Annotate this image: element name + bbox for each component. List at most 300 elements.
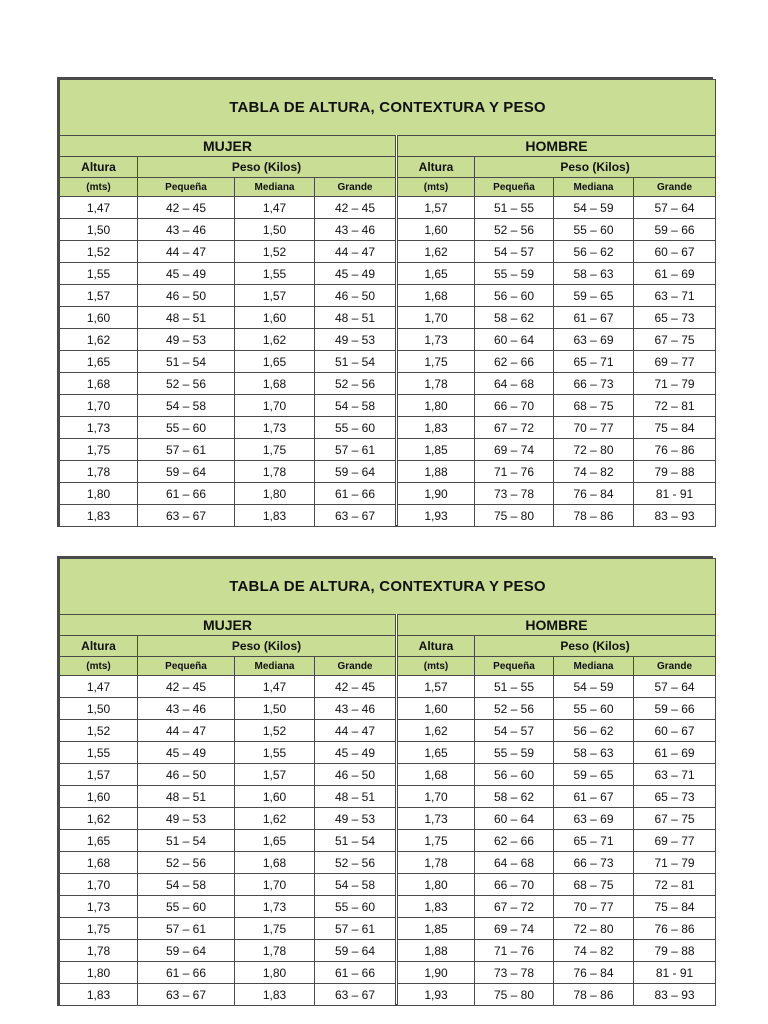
- cell-m-peq: 61 – 66: [138, 962, 235, 984]
- cell-h-med: 55 – 60: [554, 219, 634, 241]
- cell-m-peq: 59 – 64: [138, 461, 235, 483]
- cell-h-peq: 58 – 62: [475, 307, 554, 329]
- cell-m-peq: 63 – 67: [138, 505, 235, 527]
- mujer-mediana-header: Mediana: [235, 657, 315, 676]
- cell-m-gra: 43 – 46: [315, 219, 397, 241]
- cell-h-gra: 75 – 84: [634, 417, 716, 439]
- cell-m-alt: 1,73: [60, 896, 138, 918]
- cell-m-med: 1,70: [235, 395, 315, 417]
- cell-m-peq: 46 – 50: [138, 764, 235, 786]
- hombre-peso-header: Peso (Kilos): [475, 157, 716, 178]
- cell-h-peq: 52 – 56: [475, 698, 554, 720]
- cell-h-med: 63 – 69: [554, 808, 634, 830]
- table-row: [60, 241, 716, 263]
- cell-h-gra: 76 – 86: [634, 439, 716, 461]
- cell-h-gra: 60 – 67: [634, 720, 716, 742]
- hombre-mediana-header: Mediana: [554, 657, 634, 676]
- cell-m-med: 1,73: [235, 417, 315, 439]
- cell-h-med: 55 – 60: [554, 698, 634, 720]
- table-row: [60, 720, 716, 742]
- cell-m-gra: 44 – 47: [315, 241, 397, 263]
- height-weight-table-2: [57, 556, 713, 1006]
- cell-h-med: 54 – 59: [554, 676, 634, 698]
- cell-m-alt: 1,60: [60, 307, 138, 329]
- cell-m-gra: 43 – 46: [315, 698, 397, 720]
- table-row: [60, 395, 716, 417]
- cell-m-gra: 61 – 66: [315, 483, 397, 505]
- cell-h-gra: 81 - 91: [634, 483, 716, 505]
- cell-h-alt: 1,62: [397, 720, 475, 742]
- cell-h-alt: 1,75: [397, 830, 475, 852]
- cell-m-gra: 48 – 51: [315, 786, 397, 808]
- cell-m-med: 1,47: [235, 676, 315, 698]
- table-row: [60, 896, 716, 918]
- cell-m-med: 1,73: [235, 896, 315, 918]
- cell-h-peq: 66 – 70: [475, 874, 554, 896]
- cell-h-alt: 1,83: [397, 896, 475, 918]
- cell-h-peq: 69 – 74: [475, 439, 554, 461]
- table-body: [60, 676, 716, 1006]
- table-row: [60, 351, 716, 373]
- cell-h-peq: 51 – 55: [475, 197, 554, 219]
- cell-h-med: 56 – 62: [554, 241, 634, 263]
- table-row: [60, 830, 716, 852]
- table-row: [60, 984, 716, 1006]
- cell-m-alt: 1,52: [60, 241, 138, 263]
- cell-m-peq: 43 – 46: [138, 698, 235, 720]
- table-row: [60, 764, 716, 786]
- hombre-grande-header: Grande: [634, 657, 716, 676]
- cell-m-peq: 49 – 53: [138, 329, 235, 351]
- cell-m-med: 1,57: [235, 285, 315, 307]
- table-row: [60, 461, 716, 483]
- cell-m-peq: 57 – 61: [138, 439, 235, 461]
- cell-h-alt: 1,73: [397, 808, 475, 830]
- cell-m-peq: 45 – 49: [138, 742, 235, 764]
- cell-m-med: 1,55: [235, 742, 315, 764]
- cell-h-peq: 75 – 80: [475, 505, 554, 527]
- cell-m-peq: 48 – 51: [138, 307, 235, 329]
- table-row: [60, 373, 716, 395]
- table-row: [60, 263, 716, 285]
- cell-m-gra: 63 – 67: [315, 505, 397, 527]
- cell-h-peq: 67 – 72: [475, 417, 554, 439]
- cell-m-gra: 55 – 60: [315, 896, 397, 918]
- cell-h-med: 65 – 71: [554, 351, 634, 373]
- cell-h-peq: 69 – 74: [475, 918, 554, 940]
- cell-h-gra: 61 – 69: [634, 742, 716, 764]
- cell-h-med: 76 – 84: [554, 483, 634, 505]
- cell-m-alt: 1,73: [60, 417, 138, 439]
- cell-h-alt: 1,90: [397, 483, 475, 505]
- table-row: [60, 307, 716, 329]
- cell-h-med: 70 – 77: [554, 896, 634, 918]
- cell-h-alt: 1,70: [397, 786, 475, 808]
- cell-h-med: 68 – 75: [554, 395, 634, 417]
- cell-m-peq: 51 – 54: [138, 830, 235, 852]
- cell-h-alt: 1,68: [397, 285, 475, 307]
- cell-h-gra: 69 – 77: [634, 830, 716, 852]
- cell-m-peq: 42 – 45: [138, 197, 235, 219]
- cell-m-med: 1,68: [235, 852, 315, 874]
- cell-m-alt: 1,78: [60, 940, 138, 962]
- cell-m-gra: 42 – 45: [315, 197, 397, 219]
- cell-m-peq: 42 – 45: [138, 676, 235, 698]
- cell-m-peq: 49 – 53: [138, 808, 235, 830]
- cell-h-alt: 1,85: [397, 439, 475, 461]
- hombre-mediana-header: Mediana: [554, 178, 634, 197]
- cell-m-gra: 63 – 67: [315, 984, 397, 1006]
- cell-h-alt: 1,78: [397, 852, 475, 874]
- cell-h-gra: 67 – 75: [634, 808, 716, 830]
- cell-h-alt: 1,93: [397, 505, 475, 527]
- table-row: [60, 219, 716, 241]
- cell-m-alt: 1,70: [60, 874, 138, 896]
- cell-h-med: 58 – 63: [554, 742, 634, 764]
- cell-m-gra: 49 – 53: [315, 808, 397, 830]
- cell-h-gra: 79 – 88: [634, 940, 716, 962]
- cell-h-gra: 63 – 71: [634, 764, 716, 786]
- cell-m-med: 1,83: [235, 984, 315, 1006]
- cell-h-med: 78 – 86: [554, 505, 634, 527]
- cell-h-med: 74 – 82: [554, 461, 634, 483]
- cell-m-peq: 44 – 47: [138, 720, 235, 742]
- cell-h-gra: 69 – 77: [634, 351, 716, 373]
- cell-h-gra: 57 – 64: [634, 676, 716, 698]
- cell-m-alt: 1,50: [60, 219, 138, 241]
- cell-m-alt: 1,57: [60, 764, 138, 786]
- cell-m-alt: 1,78: [60, 461, 138, 483]
- cell-m-alt: 1,68: [60, 852, 138, 874]
- cell-h-gra: 65 – 73: [634, 307, 716, 329]
- cell-h-alt: 1,88: [397, 940, 475, 962]
- cell-h-gra: 60 – 67: [634, 241, 716, 263]
- cell-m-gra: 55 – 60: [315, 417, 397, 439]
- height-weight-table-1: [57, 77, 713, 527]
- mujer-altura-header: Altura: [60, 636, 138, 657]
- cell-m-gra: 44 – 47: [315, 720, 397, 742]
- cell-m-med: 1,75: [235, 918, 315, 940]
- cell-m-med: 1,62: [235, 329, 315, 351]
- hombre-mts-header: (mts): [397, 178, 475, 197]
- cell-m-gra: 57 – 61: [315, 439, 397, 461]
- cell-m-alt: 1,47: [60, 197, 138, 219]
- table-body: [60, 197, 716, 527]
- cell-h-med: 78 – 86: [554, 984, 634, 1006]
- hombre-header: HOMBRE: [397, 136, 716, 157]
- cell-h-peq: 66 – 70: [475, 395, 554, 417]
- cell-m-med: 1,78: [235, 461, 315, 483]
- cell-h-peq: 73 – 78: [475, 962, 554, 984]
- table-title: TABLA DE ALTURA, CONTEXTURA Y PESO: [60, 559, 716, 615]
- cell-m-gra: 45 – 49: [315, 742, 397, 764]
- cell-h-gra: 65 – 73: [634, 786, 716, 808]
- table-row: [60, 786, 716, 808]
- cell-h-peq: 55 – 59: [475, 742, 554, 764]
- cell-h-alt: 1,65: [397, 742, 475, 764]
- table-grid: [59, 79, 716, 527]
- mujer-mts-header: (mts): [60, 657, 138, 676]
- cell-m-alt: 1,65: [60, 351, 138, 373]
- cell-m-alt: 1,47: [60, 676, 138, 698]
- cell-h-peq: 54 – 57: [475, 720, 554, 742]
- table-title: TABLA DE ALTURA, CONTEXTURA Y PESO: [60, 80, 716, 136]
- cell-h-med: 63 – 69: [554, 329, 634, 351]
- cell-m-gra: 49 – 53: [315, 329, 397, 351]
- cell-h-alt: 1,75: [397, 351, 475, 373]
- table-row: [60, 285, 716, 307]
- table-row: [60, 329, 716, 351]
- table-row: [60, 874, 716, 896]
- cell-m-med: 1,52: [235, 720, 315, 742]
- cell-h-med: 59 – 65: [554, 285, 634, 307]
- cell-h-peq: 75 – 80: [475, 984, 554, 1006]
- cell-h-gra: 63 – 71: [634, 285, 716, 307]
- cell-h-peq: 67 – 72: [475, 896, 554, 918]
- cell-m-med: 1,78: [235, 940, 315, 962]
- cell-h-med: 59 – 65: [554, 764, 634, 786]
- table-row: [60, 505, 716, 527]
- cell-h-alt: 1,78: [397, 373, 475, 395]
- cell-h-med: 61 – 67: [554, 307, 634, 329]
- cell-m-gra: 59 – 64: [315, 461, 397, 483]
- cell-m-gra: 61 – 66: [315, 962, 397, 984]
- cell-m-med: 1,60: [235, 786, 315, 808]
- cell-h-alt: 1,93: [397, 984, 475, 1006]
- cell-h-peq: 62 – 66: [475, 351, 554, 373]
- cell-h-peq: 51 – 55: [475, 676, 554, 698]
- cell-h-gra: 83 – 93: [634, 505, 716, 527]
- cell-h-med: 65 – 71: [554, 830, 634, 852]
- cell-h-alt: 1,85: [397, 918, 475, 940]
- cell-m-gra: 45 – 49: [315, 263, 397, 285]
- mujer-pequena-header: Pequeña: [138, 178, 235, 197]
- cell-m-peq: 55 – 60: [138, 896, 235, 918]
- cell-h-peq: 73 – 78: [475, 483, 554, 505]
- table-row: [60, 852, 716, 874]
- cell-m-med: 1,62: [235, 808, 315, 830]
- cell-m-gra: 51 – 54: [315, 351, 397, 373]
- cell-m-peq: 55 – 60: [138, 417, 235, 439]
- cell-m-alt: 1,70: [60, 395, 138, 417]
- table-row: [60, 197, 716, 219]
- cell-m-gra: 48 – 51: [315, 307, 397, 329]
- cell-m-alt: 1,60: [60, 786, 138, 808]
- cell-m-gra: 42 – 45: [315, 676, 397, 698]
- mujer-pequena-header: Pequeña: [138, 657, 235, 676]
- table-row: [60, 918, 716, 940]
- cell-m-alt: 1,52: [60, 720, 138, 742]
- cell-h-med: 58 – 63: [554, 263, 634, 285]
- cell-h-gra: 67 – 75: [634, 329, 716, 351]
- cell-m-peq: 44 – 47: [138, 241, 235, 263]
- cell-h-peq: 52 – 56: [475, 219, 554, 241]
- cell-m-gra: 54 – 58: [315, 395, 397, 417]
- cell-h-gra: 81 - 91: [634, 962, 716, 984]
- cell-m-peq: 46 – 50: [138, 285, 235, 307]
- cell-m-med: 1,70: [235, 874, 315, 896]
- cell-m-med: 1,50: [235, 698, 315, 720]
- cell-m-alt: 1,55: [60, 742, 138, 764]
- cell-h-gra: 61 – 69: [634, 263, 716, 285]
- mujer-mts-header: (mts): [60, 178, 138, 197]
- cell-h-alt: 1,57: [397, 197, 475, 219]
- cell-h-peq: 55 – 59: [475, 263, 554, 285]
- mujer-header: MUJER: [60, 615, 397, 636]
- table-row: [60, 439, 716, 461]
- cell-m-peq: 48 – 51: [138, 786, 235, 808]
- cell-m-med: 1,65: [235, 351, 315, 373]
- cell-h-peq: 60 – 64: [475, 808, 554, 830]
- hombre-pequena-header: Pequeña: [475, 178, 554, 197]
- cell-h-alt: 1,68: [397, 764, 475, 786]
- cell-m-med: 1,83: [235, 505, 315, 527]
- cell-h-alt: 1,90: [397, 962, 475, 984]
- cell-m-peq: 54 – 58: [138, 395, 235, 417]
- cell-h-gra: 71 – 79: [634, 373, 716, 395]
- cell-h-gra: 75 – 84: [634, 896, 716, 918]
- cell-h-alt: 1,83: [397, 417, 475, 439]
- cell-m-gra: 46 – 50: [315, 764, 397, 786]
- cell-m-alt: 1,83: [60, 505, 138, 527]
- cell-m-med: 1,55: [235, 263, 315, 285]
- cell-h-med: 70 – 77: [554, 417, 634, 439]
- cell-h-alt: 1,73: [397, 329, 475, 351]
- hombre-mts-header: (mts): [397, 657, 475, 676]
- cell-h-peq: 71 – 76: [475, 940, 554, 962]
- cell-m-gra: 57 – 61: [315, 918, 397, 940]
- mujer-grande-header: Grande: [315, 178, 397, 197]
- cell-h-peq: 54 – 57: [475, 241, 554, 263]
- cell-h-peq: 56 – 60: [475, 285, 554, 307]
- mujer-altura-header: Altura: [60, 157, 138, 178]
- cell-h-med: 76 – 84: [554, 962, 634, 984]
- cell-h-gra: 71 – 79: [634, 852, 716, 874]
- cell-m-med: 1,80: [235, 483, 315, 505]
- table-row: [60, 808, 716, 830]
- cell-h-gra: 59 – 66: [634, 219, 716, 241]
- cell-m-peq: 45 – 49: [138, 263, 235, 285]
- cell-h-peq: 64 – 68: [475, 852, 554, 874]
- cell-m-alt: 1,62: [60, 808, 138, 830]
- cell-h-alt: 1,80: [397, 874, 475, 896]
- cell-h-gra: 72 – 81: [634, 874, 716, 896]
- cell-h-alt: 1,80: [397, 395, 475, 417]
- cell-m-peq: 57 – 61: [138, 918, 235, 940]
- table-row: [60, 940, 716, 962]
- cell-h-peq: 56 – 60: [475, 764, 554, 786]
- cell-m-alt: 1,80: [60, 483, 138, 505]
- cell-m-gra: 54 – 58: [315, 874, 397, 896]
- cell-h-gra: 59 – 66: [634, 698, 716, 720]
- cell-m-med: 1,47: [235, 197, 315, 219]
- cell-m-peq: 54 – 58: [138, 874, 235, 896]
- cell-m-gra: 51 – 54: [315, 830, 397, 852]
- cell-m-alt: 1,65: [60, 830, 138, 852]
- cell-h-alt: 1,62: [397, 241, 475, 263]
- cell-m-med: 1,52: [235, 241, 315, 263]
- cell-h-gra: 72 – 81: [634, 395, 716, 417]
- cell-h-med: 61 – 67: [554, 786, 634, 808]
- hombre-header: HOMBRE: [397, 615, 716, 636]
- hombre-pequena-header: Pequeña: [475, 657, 554, 676]
- cell-m-med: 1,75: [235, 439, 315, 461]
- cell-h-med: 66 – 73: [554, 373, 634, 395]
- cell-m-alt: 1,75: [60, 439, 138, 461]
- cell-h-peq: 71 – 76: [475, 461, 554, 483]
- cell-h-gra: 57 – 64: [634, 197, 716, 219]
- cell-m-gra: 59 – 64: [315, 940, 397, 962]
- cell-m-alt: 1,57: [60, 285, 138, 307]
- cell-m-gra: 52 – 56: [315, 852, 397, 874]
- cell-m-peq: 61 – 66: [138, 483, 235, 505]
- cell-m-med: 1,50: [235, 219, 315, 241]
- cell-m-alt: 1,62: [60, 329, 138, 351]
- cell-h-med: 68 – 75: [554, 874, 634, 896]
- cell-h-med: 56 – 62: [554, 720, 634, 742]
- table-row: [60, 698, 716, 720]
- cell-m-med: 1,60: [235, 307, 315, 329]
- mujer-header: MUJER: [60, 136, 397, 157]
- hombre-altura-header: Altura: [397, 636, 475, 657]
- cell-m-alt: 1,75: [60, 918, 138, 940]
- cell-h-gra: 83 – 93: [634, 984, 716, 1006]
- mujer-mediana-header: Mediana: [235, 178, 315, 197]
- cell-m-alt: 1,55: [60, 263, 138, 285]
- cell-m-alt: 1,80: [60, 962, 138, 984]
- table-row: [60, 962, 716, 984]
- cell-m-gra: 52 – 56: [315, 373, 397, 395]
- table-row: [60, 417, 716, 439]
- mujer-grande-header: Grande: [315, 657, 397, 676]
- cell-h-med: 72 – 80: [554, 439, 634, 461]
- cell-h-peq: 60 – 64: [475, 329, 554, 351]
- cell-m-alt: 1,50: [60, 698, 138, 720]
- mujer-peso-header: Peso (Kilos): [138, 636, 397, 657]
- cell-h-alt: 1,70: [397, 307, 475, 329]
- cell-m-peq: 59 – 64: [138, 940, 235, 962]
- mujer-peso-header: Peso (Kilos): [138, 157, 397, 178]
- cell-h-alt: 1,88: [397, 461, 475, 483]
- cell-m-peq: 51 – 54: [138, 351, 235, 373]
- cell-h-med: 66 – 73: [554, 852, 634, 874]
- cell-h-peq: 64 – 68: [475, 373, 554, 395]
- hombre-peso-header: Peso (Kilos): [475, 636, 716, 657]
- cell-h-med: 54 – 59: [554, 197, 634, 219]
- cell-m-peq: 52 – 56: [138, 373, 235, 395]
- cell-h-peq: 62 – 66: [475, 830, 554, 852]
- cell-m-peq: 52 – 56: [138, 852, 235, 874]
- cell-m-med: 1,57: [235, 764, 315, 786]
- cell-m-peq: 43 – 46: [138, 219, 235, 241]
- cell-h-gra: 76 – 86: [634, 918, 716, 940]
- cell-h-alt: 1,60: [397, 219, 475, 241]
- table-grid: [59, 558, 716, 1006]
- cell-m-alt: 1,83: [60, 984, 138, 1006]
- cell-h-alt: 1,60: [397, 698, 475, 720]
- cell-m-med: 1,80: [235, 962, 315, 984]
- cell-h-med: 72 – 80: [554, 918, 634, 940]
- cell-h-med: 74 – 82: [554, 940, 634, 962]
- cell-m-alt: 1,68: [60, 373, 138, 395]
- cell-m-peq: 63 – 67: [138, 984, 235, 1006]
- cell-h-peq: 58 – 62: [475, 786, 554, 808]
- table-row: [60, 742, 716, 764]
- hombre-grande-header: Grande: [634, 178, 716, 197]
- table-row: [60, 483, 716, 505]
- cell-h-alt: 1,65: [397, 263, 475, 285]
- cell-m-med: 1,65: [235, 830, 315, 852]
